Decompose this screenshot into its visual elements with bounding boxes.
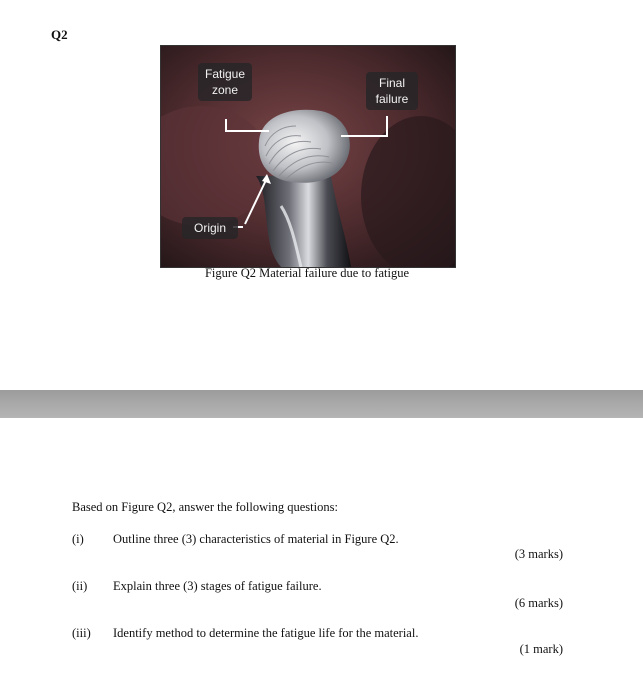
question-number: (iii) (72, 626, 91, 640)
figure-caption: Figure Q2 Material failure due to fatigue (204, 266, 410, 280)
question-text: Identify method to determine the fatigue life for the material. (113, 626, 419, 640)
question-number: (ii) (72, 579, 88, 593)
instructions-text: Based on Figure Q2, answer the following questions: (72, 500, 338, 514)
question-text: Explain three (3) stages of fatigue failure. (113, 579, 322, 593)
fatigue-zone-callout: Fatigue zone (198, 63, 252, 101)
question-label: Q2 (51, 27, 68, 42)
question-marks: (3 marks) (514, 547, 563, 561)
question-number: (i) (72, 532, 84, 546)
question-marks: (1 mark) (519, 642, 563, 656)
final-failure-callout: Final failure (366, 72, 418, 110)
page-divider-band (0, 390, 643, 418)
question-marks: (6 marks) (514, 596, 563, 610)
question-text: Outline three (3) characteristics of material in Figure Q2. (113, 532, 399, 546)
origin-callout: Origin (182, 217, 238, 239)
fatigue-failure-photo (160, 45, 456, 268)
